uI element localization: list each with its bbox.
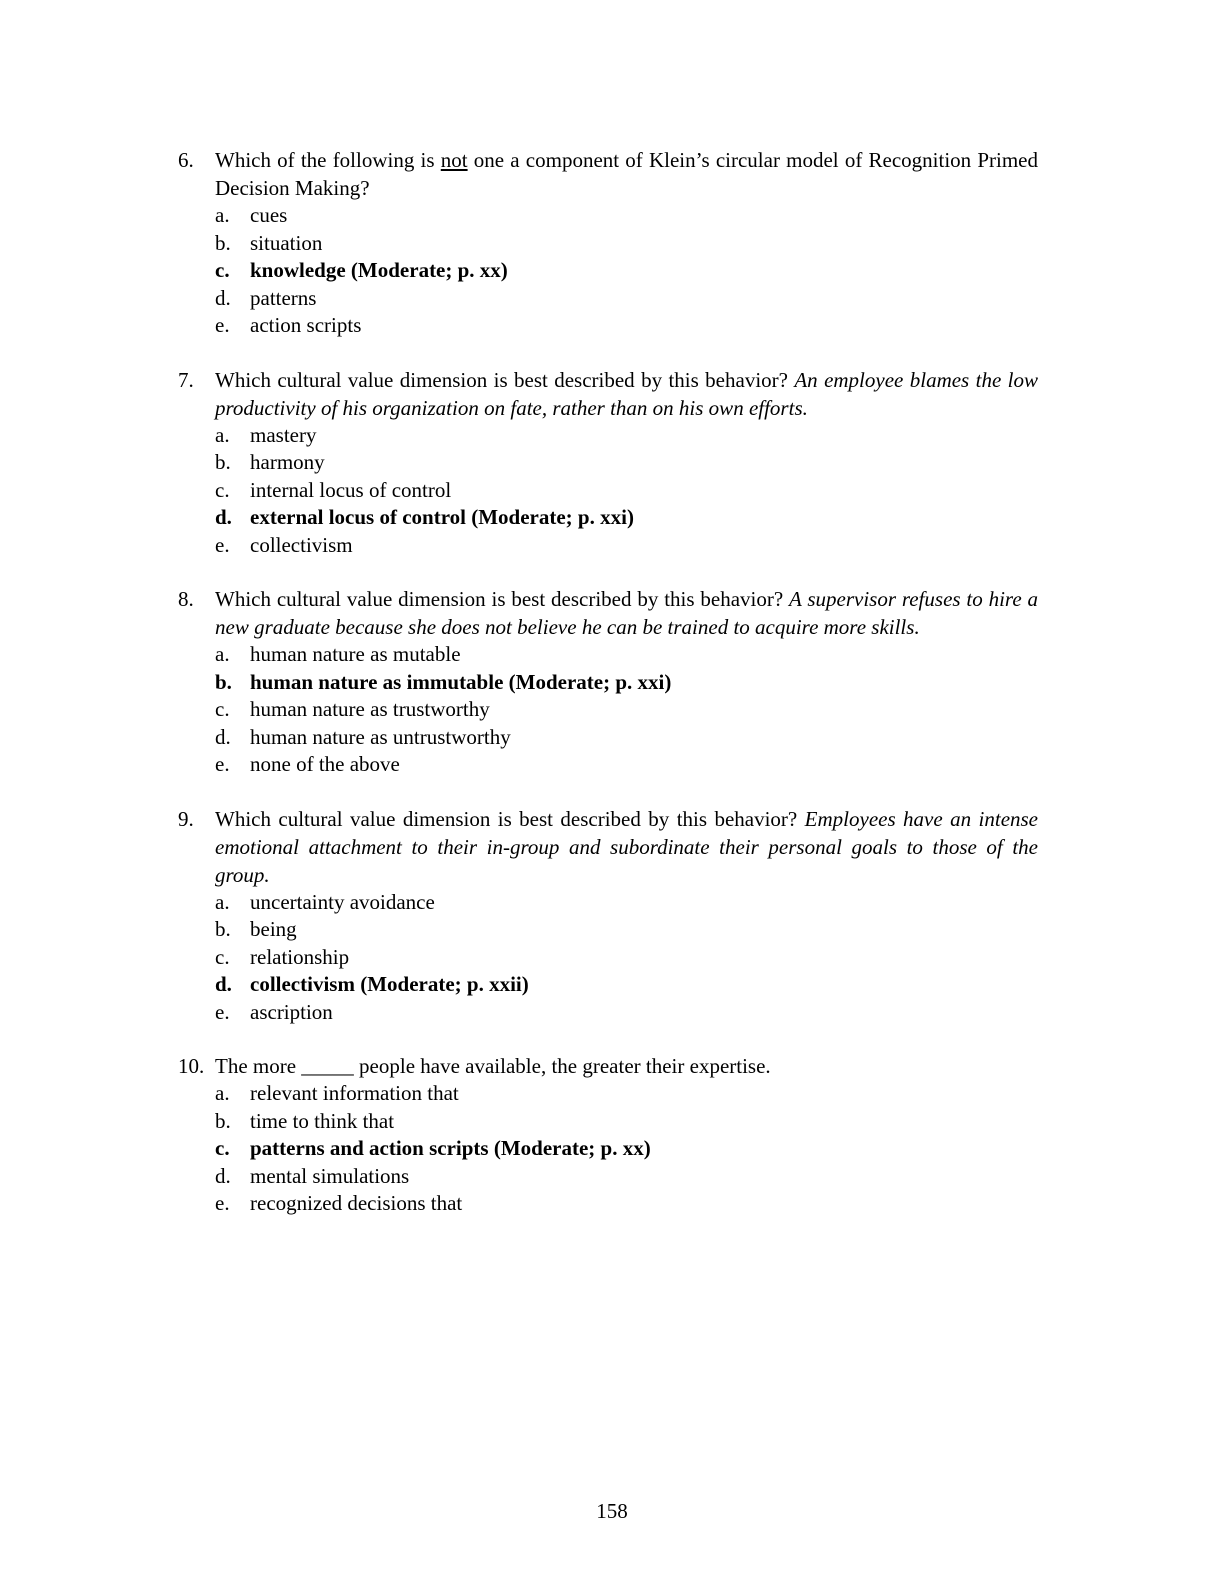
option-letter: c. <box>215 258 230 282</box>
option-row <box>215 449 1038 477</box>
options-list <box>215 1080 1038 1218</box>
option-text: external locus of control (Moderate; p. xxi) <box>250 505 634 529</box>
question-7 <box>178 366 1038 560</box>
option-text: action scripts <box>250 313 362 337</box>
stem-text: The more _____ people have available, the greater their expertise. <box>215 1054 771 1078</box>
option-row <box>215 477 1038 505</box>
option-text: knowledge (Moderate; p. xx) <box>250 258 508 282</box>
question-stem <box>215 366 1038 422</box>
scenario-text: Employees have an intense emotional attachment to their in-group and subordinate their personal goals to those of the group. <box>215 806 1039 887</box>
question-stem <box>215 1052 1038 1080</box>
option-letter: e. <box>215 999 230 1024</box>
option-row <box>215 1163 1038 1191</box>
option-text: mastery <box>250 422 317 447</box>
option-text: internal locus of control <box>250 477 452 502</box>
option-letter: e. <box>215 752 230 776</box>
option-letter: d. <box>215 1163 231 1188</box>
stem-text: one a component of Klein’s circular model of Recognition Primed Decision Making? <box>215 148 1039 200</box>
question-number: 9. <box>178 806 194 831</box>
option-row <box>215 422 1038 450</box>
question-number: 8. <box>178 587 194 611</box>
option-row <box>215 999 1038 1027</box>
question-8 <box>178 585 1038 779</box>
document-body <box>178 146 1038 1244</box>
option-text: relationship <box>250 944 350 969</box>
scenario-text: An employee blames the low productivity of his organization on fate, rather than on his own efforts. <box>215 367 1038 420</box>
question-stem <box>215 805 1038 889</box>
option-text: ascription <box>250 999 333 1024</box>
option-letter: a. <box>215 1081 230 1105</box>
question-number: 10. <box>178 1054 205 1078</box>
option-text: human nature as immutable (Moderate; p. xxi) <box>250 669 672 694</box>
option-letter: c. <box>215 944 230 969</box>
option-text: time to think that <box>250 1108 395 1133</box>
stem-text: Which cultural value dimension is best described by this behavior? <box>215 587 790 611</box>
option-text: collectivism <box>250 532 353 557</box>
option-letter: b. <box>215 450 231 474</box>
option-text: mental simulations <box>250 1163 410 1188</box>
option-letter: c. <box>215 1136 230 1160</box>
option-letter: e. <box>215 1191 230 1215</box>
option-row <box>215 751 1038 779</box>
option-row <box>215 312 1038 340</box>
option-text: uncertainty avoidance <box>250 889 435 914</box>
option-letter: a. <box>215 889 230 914</box>
stem-text: Which cultural value dimension is best described by this behavior? <box>215 367 795 392</box>
option-letter: a. <box>215 203 230 227</box>
option-text: patterns <box>250 285 317 310</box>
option-text: collectivism (Moderate; p. xxii) <box>250 972 529 996</box>
options-list <box>215 422 1038 560</box>
question-10 <box>178 1052 1038 1218</box>
stem-text: Which cultural value dimension is best described by this behavior? <box>215 806 805 831</box>
question-9 <box>178 805 1038 1027</box>
question-stem <box>215 146 1038 202</box>
question-number: 7. <box>178 367 194 392</box>
option-row <box>215 532 1038 560</box>
option-row <box>215 916 1038 944</box>
option-text: situation <box>250 230 323 255</box>
option-row <box>215 285 1038 313</box>
options-list <box>215 202 1038 340</box>
option-row <box>215 230 1038 258</box>
option-row <box>215 202 1038 230</box>
option-letter: a. <box>215 422 230 447</box>
option-letter: b. <box>215 1108 231 1133</box>
option-text: harmony <box>250 450 325 474</box>
option-letter: e. <box>215 532 230 557</box>
underlined-word: not <box>440 148 468 172</box>
question-6 <box>178 146 1038 340</box>
option-text: human nature as mutable <box>250 642 461 666</box>
option-row <box>215 944 1038 972</box>
option-text: being <box>250 917 297 941</box>
option-row-correct <box>215 971 1038 999</box>
question-number: 6. <box>178 148 194 172</box>
options-list <box>215 889 1038 1027</box>
stem-text: Which of the following is <box>215 148 441 172</box>
option-text: relevant information that <box>250 1081 459 1105</box>
option-letter: d. <box>215 505 232 529</box>
option-letter: b. <box>215 230 231 255</box>
option-letter: c. <box>215 477 230 502</box>
option-row-correct <box>215 1135 1038 1163</box>
option-row <box>215 1108 1038 1136</box>
options-list <box>215 641 1038 779</box>
option-row <box>215 641 1038 669</box>
option-row-correct <box>215 504 1038 532</box>
option-letter: d. <box>215 972 232 996</box>
page-number: 158 <box>596 1499 628 1523</box>
question-stem <box>215 585 1038 641</box>
option-row-correct <box>215 257 1038 285</box>
scenario-text: A supervisor refuses to hire a new graduate because she does not believe he can be trained to acquire more skills. <box>215 587 1038 639</box>
option-row <box>215 724 1038 752</box>
option-row <box>215 1190 1038 1218</box>
option-letter: b. <box>215 917 231 941</box>
option-text: recognized decisions that <box>250 1191 463 1215</box>
option-text: human nature as untrustworthy <box>250 724 511 749</box>
option-text: patterns and action scripts (Moderate; p. xx) <box>250 1136 651 1160</box>
option-row <box>215 1080 1038 1108</box>
option-text: human nature as trustworthy <box>250 697 490 721</box>
option-letter: a. <box>215 642 230 666</box>
option-row-correct <box>215 669 1038 697</box>
option-row <box>215 696 1038 724</box>
option-row <box>215 889 1038 917</box>
option-letter: c. <box>215 697 230 721</box>
option-text: none of the above <box>250 752 400 776</box>
option-letter: b. <box>215 669 232 694</box>
option-text: cues <box>250 203 288 227</box>
option-letter: d. <box>215 724 231 749</box>
option-letter: e. <box>215 313 230 337</box>
option-letter: d. <box>215 285 231 310</box>
